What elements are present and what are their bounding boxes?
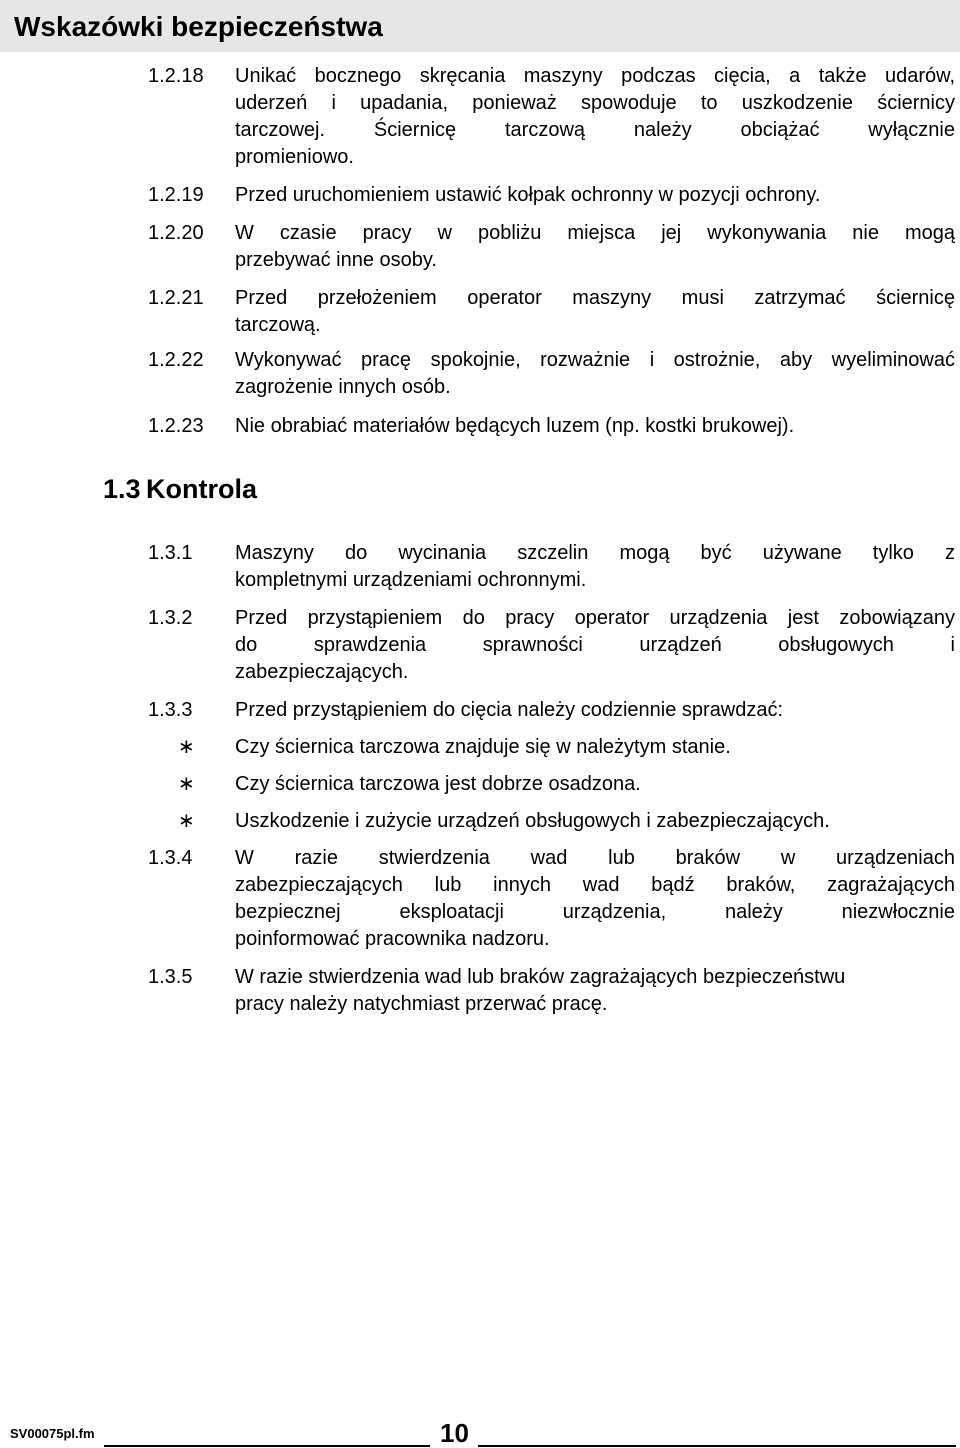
item-text [235, 845, 955, 953]
text-line: Przed przystąpieniem do pracy operator urządzenia jest zobowiązany [235, 607, 955, 629]
text-line: zabezpieczających. [235, 661, 409, 683]
text-line: Wykonywać pracę spokojnie, rozważnie i ostrożnie, aby wyeliminować [235, 349, 955, 371]
item-number: 1.3.5 [148, 966, 193, 988]
item-number: 1.2.23 [148, 415, 204, 437]
item-number: 1.2.22 [148, 349, 204, 371]
item-number: 1.2.19 [148, 184, 204, 206]
item-text [235, 540, 955, 594]
page-number: 10 [440, 1418, 469, 1448]
text-line: Uszkodzenie i zużycie urządzeń obsługowych i zabezpieczających. [235, 810, 830, 832]
item-number: 1.3.3 [148, 699, 193, 721]
footer-rule-right [478, 1445, 956, 1447]
text-line: Unikać bocznego skręcania maszyny podczas cięcia, a także udarów, [235, 65, 955, 87]
item-text [235, 285, 955, 339]
item-text [235, 964, 955, 1018]
asterisk-bullet-icon: ∗ [178, 773, 195, 795]
item-number: 1.2.18 [148, 65, 204, 87]
text-line: Nie obrabiać materiałów będących luzem (np. kostki brukowej). [235, 415, 795, 437]
text-line: promieniowo. [235, 146, 354, 168]
asterisk-bullet-icon: ∗ [178, 810, 195, 832]
item-number: 1.3.2 [148, 607, 193, 629]
text-line: Czy ściernica tarczowa znajduje się w należytym stanie. [235, 736, 731, 758]
text-line: W razie stwierdzenia wad lub braków zagrażających bezpieczeństwu [235, 966, 846, 988]
footer-filename: SV00075pl.fm [10, 1426, 95, 1441]
text-line: do sprawdzenia sprawności urządzeń obsługowych i [235, 634, 955, 656]
section-number: 1.3 [103, 474, 141, 504]
item-text [235, 63, 955, 171]
text-line: uderzeń i upadania, ponieważ spowoduje to uszkodzenie ściernicy [235, 92, 955, 114]
text-line: zagrożenie innych osób. [235, 376, 451, 398]
text-line: kompletnymi urządzeniami ochronnymi. [235, 569, 587, 591]
bullet-text [235, 808, 955, 835]
page-footer [0, 1418, 960, 1448]
item-text [235, 182, 955, 209]
text-line: poinformować pracownika nadzoru. [235, 928, 550, 950]
item-text [235, 697, 955, 724]
text-line: Przed uruchomieniem ustawić kołpak ochronny w pozycji ochrony. [235, 184, 821, 206]
section-title: Kontrola [146, 474, 257, 504]
text-line: przebywać inne osoby. [235, 249, 437, 271]
item-number: 1.2.21 [148, 287, 204, 309]
text-line: W czasie pracy w pobliżu miejsca jej wykonywania nie mogą [235, 222, 955, 244]
item-number: 1.3.4 [148, 847, 193, 869]
item-number: 1.3.1 [148, 542, 193, 564]
text-line: tarczową. [235, 314, 321, 336]
item-number: 1.2.20 [148, 222, 204, 244]
page-header [0, 0, 960, 52]
footer-rule-left [104, 1445, 430, 1447]
bullet-text [235, 771, 955, 798]
text-line: Przed przełożeniem operator maszyny musi zatrzymać ściernicę [235, 287, 955, 309]
text-line: pracy należy natychmiast przerwać pracę. [235, 993, 608, 1015]
text-line: zabezpieczających lub innych wad bądź braków, zagrażających [235, 874, 955, 896]
text-line: Maszyny do wycinania szczelin mogą być używane tylko z [235, 542, 955, 564]
page-title: Wskazówki bezpieczeństwa [14, 11, 383, 42]
asterisk-bullet-icon: ∗ [178, 736, 195, 758]
item-text [235, 413, 955, 440]
text-line: W razie stwierdzenia wad lub braków w urządzeniach [235, 847, 955, 869]
item-text [235, 347, 955, 401]
text-line: tarczowej. Ściernicę tarczową należy obciążać wyłącznie [235, 119, 955, 141]
item-text [235, 605, 955, 686]
item-text [235, 220, 955, 274]
text-line: Przed przystąpieniem do cięcia należy codziennie sprawdzać: [235, 699, 784, 721]
bullet-text [235, 734, 955, 761]
text-line: bezpiecznej eksploatacji urządzenia, należy niezwłocznie [235, 901, 955, 923]
text-line: Czy ściernica tarczowa jest dobrze osadzona. [235, 773, 641, 795]
